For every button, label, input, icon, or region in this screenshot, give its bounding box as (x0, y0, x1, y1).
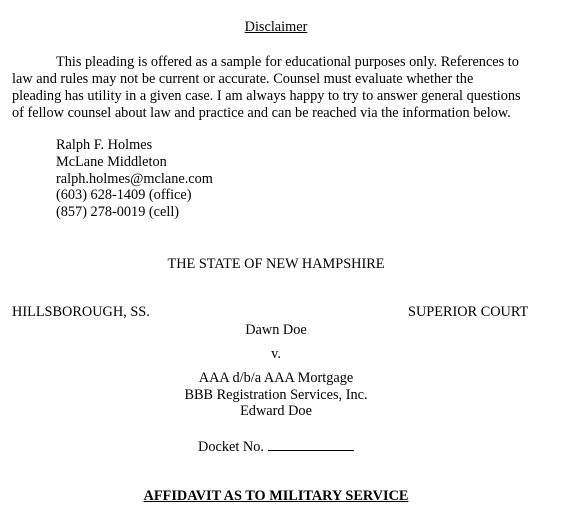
plaintiff-name: Dawn Doe (245, 322, 307, 338)
document-title (0, 488, 552, 505)
contact-office-phone: (603) 628-1409 (office) (56, 187, 192, 204)
disclaimer-line: This pleading is offered as a sample for educational purposes only. References to (56, 54, 519, 70)
disclaimer-line: law and rules may not be current or accurate. Counsel must evaluate whether the (12, 71, 474, 87)
disclaimer-heading: Disclaimer (244, 19, 308, 35)
contact-name: Ralph F. Holmes (56, 137, 153, 153)
affidavit-title: AFFIDAVIT AS TO MILITARY SERVICE (143, 488, 409, 504)
court-label: SUPERIOR COURT (408, 304, 529, 320)
defendant-name: BBB Registration Services, Inc. (184, 387, 368, 403)
defendant-name: Edward Doe (240, 403, 312, 419)
county-label: HILLSBOROUGH, SS. (12, 304, 150, 320)
contact-block (56, 137, 213, 221)
contact-firm: McLane Middleton (56, 153, 167, 170)
docket-label: Docket No. (198, 439, 264, 455)
defendant-name: AAA d/b/a AAA Mortgage (198, 370, 354, 386)
contact-email: ralph.holmes@mclane.com (56, 170, 213, 187)
disclaimer-line: of fellow counsel about law and practice and can be reached via the information below. (12, 105, 511, 121)
disclaimer-paragraph (12, 54, 552, 122)
contact-cell-phone: (857) 278-0019 (cell) (56, 204, 180, 221)
versus-label: v. (271, 346, 281, 362)
docket-number-blank (268, 437, 354, 451)
docket-line (0, 437, 552, 456)
disclaimer-line: pleading has utility in a given case. I am always happy to try to answer general questions (12, 88, 521, 104)
state-heading: THE STATE OF NEW HAMPSHIRE (167, 256, 385, 272)
